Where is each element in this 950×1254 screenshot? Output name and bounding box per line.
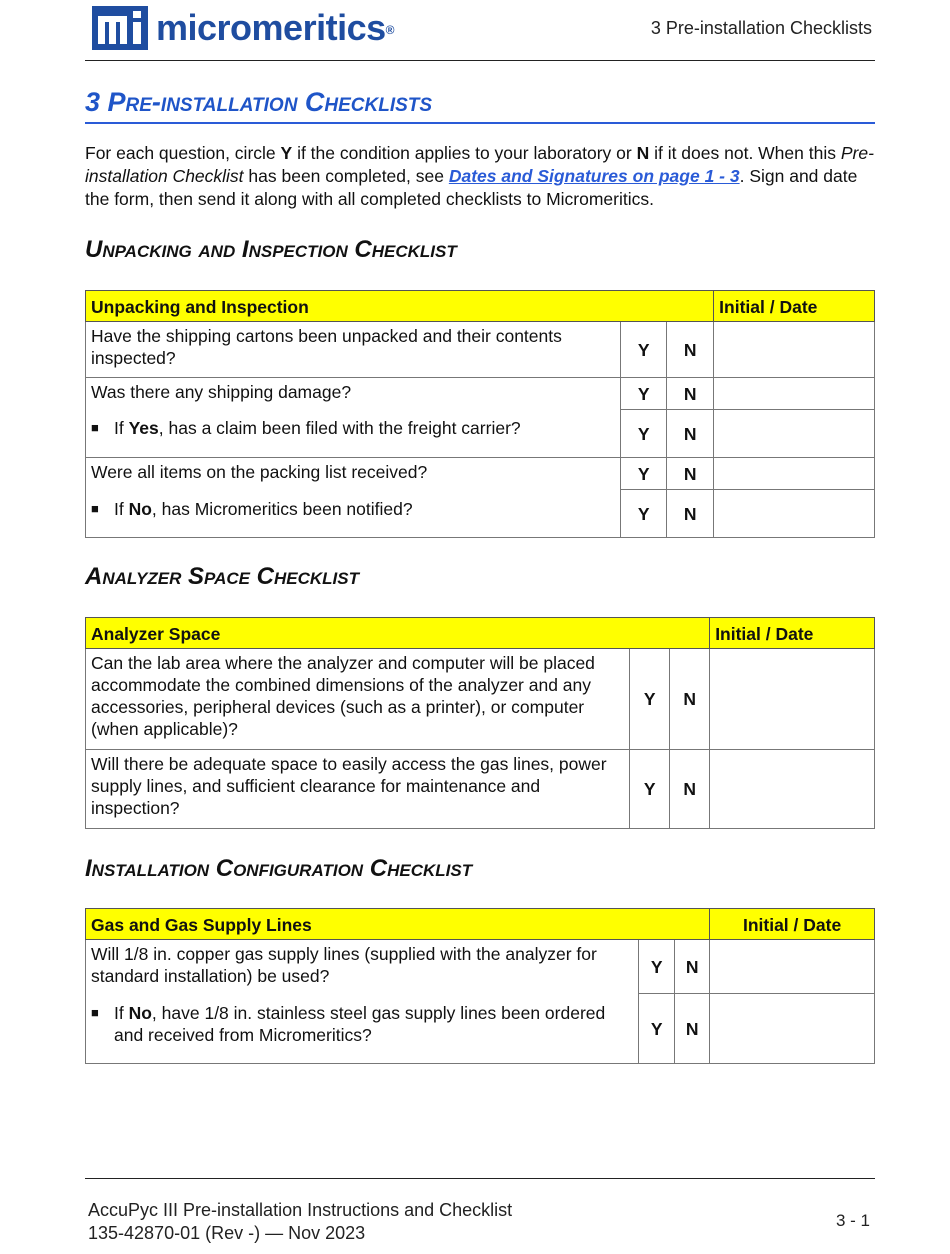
initial-date-header: Initial / Date: [714, 291, 875, 322]
intro-paragraph: [85, 142, 875, 211]
initial-date-header: Initial / Date: [710, 618, 875, 649]
initial-date-cell[interactable]: [714, 410, 875, 458]
sub-bold: Yes: [128, 418, 159, 438]
initial-date-cell[interactable]: [710, 649, 875, 750]
page-footer: [85, 1178, 875, 1243]
question-cell: Have the shipping cartons been unpacked and their contents inspected?: [86, 322, 621, 378]
footer-document-info: [88, 1199, 512, 1245]
page-header: [85, 0, 875, 61]
yes-option[interactable]: Y: [621, 458, 667, 490]
no-option[interactable]: N: [675, 994, 710, 1064]
intro-text: . Sign and date the form, then send it along with all completed checklists to Micromeritics.: [85, 166, 858, 209]
mi-logo-icon: [92, 6, 148, 50]
yes-option[interactable]: Y: [621, 490, 667, 538]
sub-text: , has Micromeritics been notified?: [151, 499, 413, 519]
question-cell: [86, 458, 621, 538]
sub-text: If: [114, 1003, 129, 1023]
sub-question: [91, 1002, 633, 1046]
yes-option[interactable]: Y: [639, 940, 675, 994]
intro-text: if it does not. When this: [649, 143, 841, 163]
no-option[interactable]: N: [675, 940, 710, 994]
sub-bold: No: [128, 1003, 152, 1023]
bullet-icon: ■: [91, 501, 99, 516]
sub-text: If: [114, 499, 129, 519]
intro-n: N: [636, 143, 650, 163]
question-text: Will 1/8 in. copper gas supply lines (supplied with the analyzer for standard installation) be used?: [91, 944, 597, 986]
running-title: 3 Pre-installation Checklists: [650, 18, 872, 38]
unpacking-checklist-table: [85, 290, 875, 538]
no-option[interactable]: N: [670, 649, 710, 750]
intro-italic: Pre-installation Checklist: [85, 143, 874, 186]
initial-date-cell[interactable]: [714, 458, 875, 490]
yes-option[interactable]: Y: [630, 649, 670, 750]
no-option[interactable]: N: [667, 410, 714, 458]
no-option[interactable]: N: [667, 490, 714, 538]
footer-title: AccuPyc III Pre-installation Instructions and Checklist: [88, 1200, 513, 1220]
footer-part-number: 135-42870-01 (Rev -) — Nov 2023: [88, 1223, 366, 1243]
intro-text: has been completed, see: [243, 166, 449, 186]
initial-date-cell[interactable]: [710, 994, 875, 1064]
dates-signatures-link[interactable]: Dates and Signatures on page 1 - 3: [448, 166, 740, 186]
sub-bold: No: [128, 499, 152, 519]
yes-option[interactable]: Y: [621, 322, 667, 378]
sub-question: [91, 498, 615, 520]
no-option[interactable]: N: [667, 378, 714, 410]
sub-text: If: [114, 418, 129, 438]
table-header: Unpacking and Inspection: [86, 291, 714, 322]
installation-section-title: Installation Configuration Checklist: [85, 855, 473, 882]
analyzer-space-table: [85, 617, 875, 829]
yes-option[interactable]: Y: [621, 378, 667, 410]
no-option[interactable]: N: [667, 458, 714, 490]
question-cell: Will there be adequate space to easily access the gas lines, power supply lines, and sufficient clearance for maintenance and inspection?: [86, 750, 630, 829]
question-cell: [86, 940, 639, 1064]
table-header: Analyzer Space: [86, 618, 710, 649]
question-text: Were all items on the packing list received?: [91, 462, 428, 482]
yes-option[interactable]: Y: [639, 994, 675, 1064]
analyzer-section-title: Analyzer Space Checklist: [85, 563, 359, 590]
no-option[interactable]: N: [667, 322, 714, 378]
table-header: Gas and Gas Supply Lines: [86, 909, 710, 940]
sub-text: , have 1/8 in. stainless steel gas supply lines been ordered and received from Micromeritics?: [114, 1003, 606, 1045]
no-option[interactable]: N: [670, 750, 710, 829]
question-cell: [86, 378, 621, 458]
chapter-title: 3 Pre-installation Checklists: [85, 86, 875, 124]
initial-date-cell[interactable]: [710, 750, 875, 829]
sub-text: , has a claim been filed with the freight carrier?: [158, 418, 521, 438]
intro-text: if the condition applies to your laboratory or: [292, 143, 637, 163]
intro-text: For each question, circle: [85, 143, 281, 163]
initial-date-cell[interactable]: [714, 378, 875, 410]
gas-supply-table: [85, 908, 875, 1064]
intro-y: Y: [280, 143, 293, 163]
micromeritics-logo: [92, 6, 394, 50]
initial-date-cell[interactable]: [714, 490, 875, 538]
bullet-icon: ■: [91, 420, 99, 435]
page-number: 3 - 1: [835, 1211, 870, 1230]
yes-option[interactable]: Y: [621, 410, 667, 458]
initial-date-cell[interactable]: [710, 940, 875, 994]
yes-option[interactable]: Y: [630, 750, 670, 829]
sub-question: [91, 417, 615, 439]
unpacking-section-title: Unpacking and Inspection Checklist: [85, 236, 457, 263]
bullet-icon: ■: [91, 1005, 99, 1020]
logo-wordmark: micromeritics®: [156, 7, 394, 48]
question-cell: Can the lab area where the analyzer and computer will be placed accommodate the combined dimensions of the analyzer and any accessories, peripheral devices (such as a printer), or computer (when applicable)?: [86, 649, 630, 750]
initial-date-header: Initial / Date: [710, 909, 875, 940]
question-text: Was there any shipping damage?: [91, 382, 352, 402]
initial-date-cell[interactable]: [714, 322, 875, 378]
